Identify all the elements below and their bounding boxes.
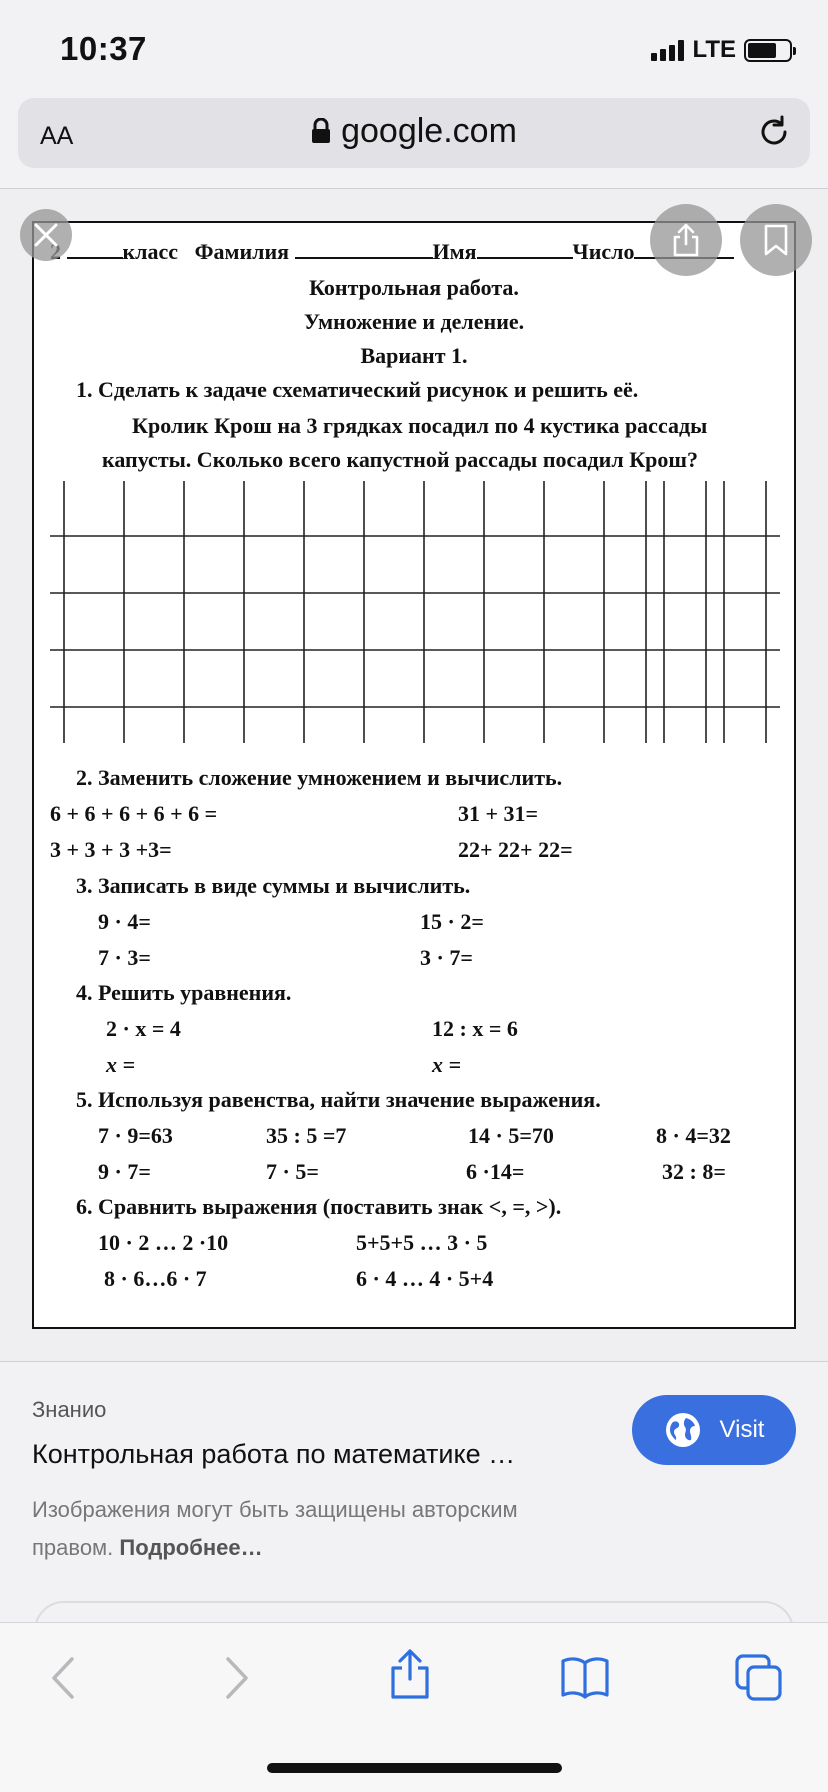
cellular-signal-icon <box>651 39 684 61</box>
worksheet-subtitle: Умножение и деление. <box>303 309 525 334</box>
task5-find-1: 9 · 7= <box>98 1159 151 1184</box>
task5-given-3: 14 · 5=70 <box>468 1123 554 1148</box>
task2-expr-3: 3 + 3 + 3 +3= <box>50 837 172 862</box>
task4-title: 4. Решить уравнения. <box>76 980 292 1005</box>
text-size-label: AA <box>40 122 74 150</box>
bookmark-icon <box>763 223 789 257</box>
close-icon <box>33 222 59 248</box>
task1-text-line2: капусты. Сколько всего капустной рассады посадил Крош? <box>102 447 698 472</box>
share-image-button[interactable] <box>650 204 722 276</box>
task4-answer-2: x = <box>432 1052 462 1077</box>
visit-button[interactable] <box>632 1395 796 1465</box>
task1-text-line1: Кролик Крош на 3 грядках посадил по 4 кустика рассады <box>132 413 708 438</box>
url-host: google.com <box>341 112 517 150</box>
task2-expr-4: 22+ 22+ 22= <box>458 837 573 862</box>
address-bar[interactable] <box>18 98 810 168</box>
name-label: Имя <box>432 239 477 264</box>
tabs-icon[interactable] <box>734 1653 784 1703</box>
task1-title: 1. Сделать к задаче схематический рисунок и решить её. <box>76 377 639 402</box>
grade-label: класс <box>122 239 179 264</box>
worksheet-title: Контрольная работа. <box>309 275 519 300</box>
task5-given-2: 35 : 5 =7 <box>266 1123 347 1148</box>
worksheet-header <box>50 239 734 265</box>
status-time: 10:37 <box>60 30 147 67</box>
worksheet-variant: Вариант 1. <box>360 343 468 368</box>
status-bar <box>0 0 828 95</box>
copyright-notice <box>32 1491 592 1567</box>
task3-expr-1: 9 · 4= <box>98 909 151 934</box>
task6-compare-2: 5+5+5 … 3 · 5 <box>356 1230 488 1255</box>
task4-eq-1: 2 · x = 4 <box>106 1016 181 1041</box>
network-type: LTE <box>692 36 736 63</box>
worksheet-image <box>32 221 796 1329</box>
back-icon[interactable] <box>44 1653 84 1703</box>
task5-given-4: 8 · 4=32 <box>656 1123 731 1148</box>
surname-label: Фамилия <box>194 239 290 264</box>
task3-expr-4: 3 · 7= <box>420 945 473 970</box>
task5-find-2: 7 · 5= <box>266 1159 319 1184</box>
lock-icon <box>311 118 331 144</box>
task3-expr-3: 7 · 3= <box>98 945 151 970</box>
task2-title: 2. Заменить сложение умножением и вычислить. <box>76 765 563 790</box>
reload-icon[interactable] <box>756 114 792 150</box>
task4-answer-1: x = <box>106 1052 136 1077</box>
result-title[interactable]: Контрольная работа по математике … <box>32 1439 516 1469</box>
result-info-panel <box>0 1361 828 1622</box>
task6-compare-3: 8 · 6…6 · 7 <box>104 1266 207 1291</box>
battery-icon <box>744 39 792 62</box>
close-viewer-button[interactable] <box>20 209 72 261</box>
globe-icon <box>664 1411 702 1449</box>
task4-eq-2: 12 : x = 6 <box>432 1016 518 1041</box>
date-label: Число <box>572 239 635 264</box>
visit-label: Visit <box>719 1416 765 1443</box>
forward-icon[interactable] <box>216 1653 256 1703</box>
task3-title: 3. Записать в виде суммы и вычислить. <box>76 873 471 898</box>
share-icon <box>671 222 701 258</box>
image-viewer[interactable] <box>0 189 828 1361</box>
share-icon[interactable] <box>388 1647 432 1701</box>
result-source: Знанио <box>32 1397 107 1422</box>
url-display[interactable] <box>18 112 810 151</box>
task6-title: 6. Сравнить выражения (поставить знак <, =, >). <box>76 1194 562 1219</box>
task5-find-3: 6 ·14= <box>466 1159 525 1184</box>
learn-more-link[interactable]: Подробнее… <box>119 1535 263 1560</box>
task5-find-4: 32 : 8= <box>662 1159 726 1184</box>
answer-grid <box>50 481 780 743</box>
save-image-button[interactable] <box>740 204 812 276</box>
task6-compare-4: 6 · 4 … 4 · 5+4 <box>356 1266 494 1291</box>
task3-expr-2: 15 · 2= <box>420 909 484 934</box>
task5-given-1: 7 · 9=63 <box>98 1123 173 1148</box>
task2-expr-1: 6 + 6 + 6 + 6 + 6 = <box>50 801 218 826</box>
task5-title: 5. Используя равенства, найти значение выражения. <box>76 1087 601 1112</box>
task2-expr-2: 31 + 31= <box>458 801 539 826</box>
home-indicator <box>267 1763 562 1773</box>
bookmarks-icon[interactable] <box>560 1653 610 1699</box>
copyright-text: Изображения могут быть защищены авторским правом. <box>32 1497 518 1560</box>
task6-compare-1: 10 · 2 … 2 ·10 <box>98 1230 229 1255</box>
